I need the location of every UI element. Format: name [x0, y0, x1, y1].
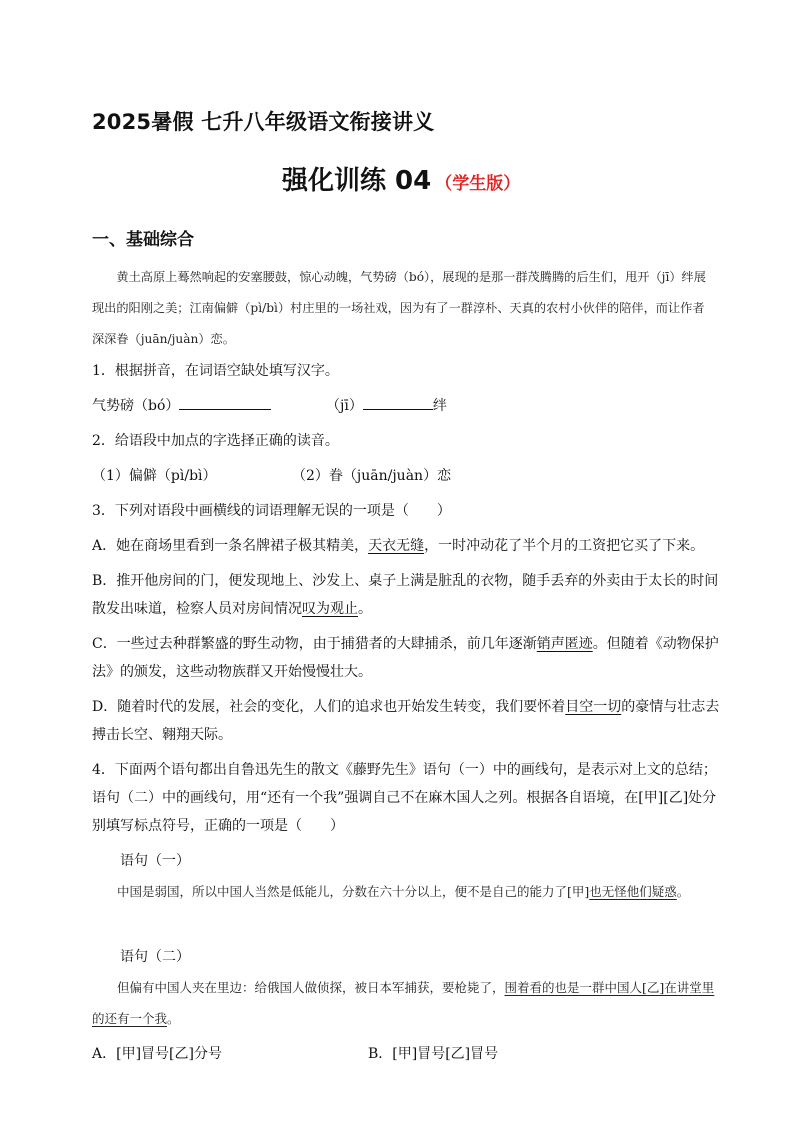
- q3-a-text-post: ，一时冲动花了半个月的工资把它买了下来。: [424, 538, 705, 554]
- section-heading: 一、基础综合: [92, 230, 194, 250]
- q3-option-a[interactable]: [92, 535, 704, 555]
- q3-option-b-line2: [92, 598, 372, 618]
- q3-c-text-post: 。但随着《动物保护: [592, 636, 719, 652]
- q3-c-text-pre: C．一些过去种群繁盛的野生动物，由于捕猎者的大肆捕杀，前几年逐渐: [92, 636, 537, 652]
- q3-stem: 3．下列对语段中画横线的词语理解无误的一项是（ ）: [92, 503, 451, 519]
- q3-d-text-post: 的豪情与壮志去: [621, 699, 720, 715]
- q4-stem-line3: 别填写标点符号，正确的一项是（ ）: [92, 818, 344, 834]
- q4-stem-line2: 语句（二）中的画线句，用“还有一个我”强调自己不在麻木国人之列。根据各自语境，在[甲][乙]处分: [92, 790, 717, 806]
- q2-stem: 2．给语段中加点的字选择正确的读音。: [92, 433, 339, 449]
- q4-option-b[interactable]: B．[甲]冒号[乙]冒号: [368, 1046, 499, 1062]
- q3-option-d-line2: 搏击长空、翱翔天际。: [92, 727, 232, 743]
- q3-a-underlined: 天衣无缝: [368, 538, 425, 554]
- q2-item-1: （1）偏僻（pì/bì）: [92, 468, 217, 484]
- q4-s2-text-post: 。: [167, 1011, 180, 1026]
- q1-item-a-label: 气势磅（bó）: [92, 398, 180, 414]
- q3-option-b-line1[interactable]: B．推开他房间的门，便发现地上、沙发上、桌子上满是脏乱的衣物，随手丢弃的外卖由于太长的时间: [92, 573, 719, 589]
- q3-c-underlined: 销声匿迹: [536, 636, 593, 652]
- q4-sentence-1: [92, 876, 720, 907]
- q3-option-c-line2: 法》的颁发，这些动物族群又开始慢慢壮大。: [92, 664, 372, 680]
- q4-stem-line1: 4．下面两个语句都出自鲁迅先生的散文《藤野先生》语句（一）中的画线句，是表示对上文的总结；: [92, 762, 717, 778]
- q1-blank-a[interactable]: [179, 395, 271, 410]
- q3-option-d-line1[interactable]: [92, 696, 719, 716]
- q4-sentence-2: [92, 972, 720, 1034]
- q3-a-text-pre: A．她在商场里看到一条名牌裙子极其精美，: [92, 538, 369, 554]
- q1-stem: 1．根据拼音，在词语空缺处填写汉字。: [92, 363, 339, 379]
- q1-blank-b[interactable]: [363, 395, 433, 410]
- q4-s1-text-post: 。: [676, 884, 690, 899]
- q3-b-text-post: 。: [358, 601, 372, 617]
- q4-sentence-2-label: 语句（二）: [120, 949, 190, 965]
- q1-item-b-suffix: 绊: [432, 398, 447, 414]
- q2-item-2: （2）眷（juān/juàn）恋: [292, 468, 452, 484]
- q3-b-text-pre: 散发出味道，检察人员对房间情况: [92, 601, 302, 617]
- q4-sentence-1-label: 语句（一）: [120, 853, 190, 869]
- q1-item-a: [92, 395, 271, 415]
- document-title: 2025暑假 七升八年级语文衔接讲义: [92, 110, 435, 134]
- q3-d-underlined: 目空一切: [565, 699, 622, 715]
- q3-d-text-pre: D．随着时代的发展，社会的变化，人们的追求也开始发生转变，我们要怀着: [92, 699, 566, 715]
- q1-item-b-label: （jī）: [326, 398, 363, 414]
- q4-s1-underlined: 也无怪他们疑惑: [589, 884, 677, 899]
- q4-s1-text-pre: 中国是弱国，所以中国人当然是低能儿，分数在六十分以上，便不是自己的能力了[甲]: [117, 884, 590, 899]
- q4-s2-text-pre: 但偏有中国人夹在里边：给俄国人做侦探，被日本军捕获，要枪毙了，: [117, 980, 505, 995]
- main-title-text: 强化训练 04: [282, 166, 432, 196]
- page-title: [282, 160, 520, 197]
- q1-item-b: [326, 395, 447, 415]
- q3-b-underlined: 叹为观止: [302, 601, 358, 617]
- reading-passage: 黄土高原上蓦然响起的安塞腰鼓，惊心动魄，气势磅（bó），展现的是那一群茂腾腾的后生们，甩开（jī）绊展现出的阳刚之美；江南偏僻（pì/bì）村庄里的一场社戏，因为有了一群淳朴、天真的农村小伙伴的陪伴，而让作者深深眷（juān/juàn）恋。: [92, 270, 706, 346]
- q4-s2-underlined: 围着看的也是一群中国人[乙]在讲堂里的还有一个我: [92, 980, 715, 1026]
- q4-option-a[interactable]: A．[甲]冒号[乙]分号: [92, 1046, 222, 1062]
- version-label: （学生版）: [435, 174, 521, 194]
- q3-option-c-line1[interactable]: [92, 633, 719, 653]
